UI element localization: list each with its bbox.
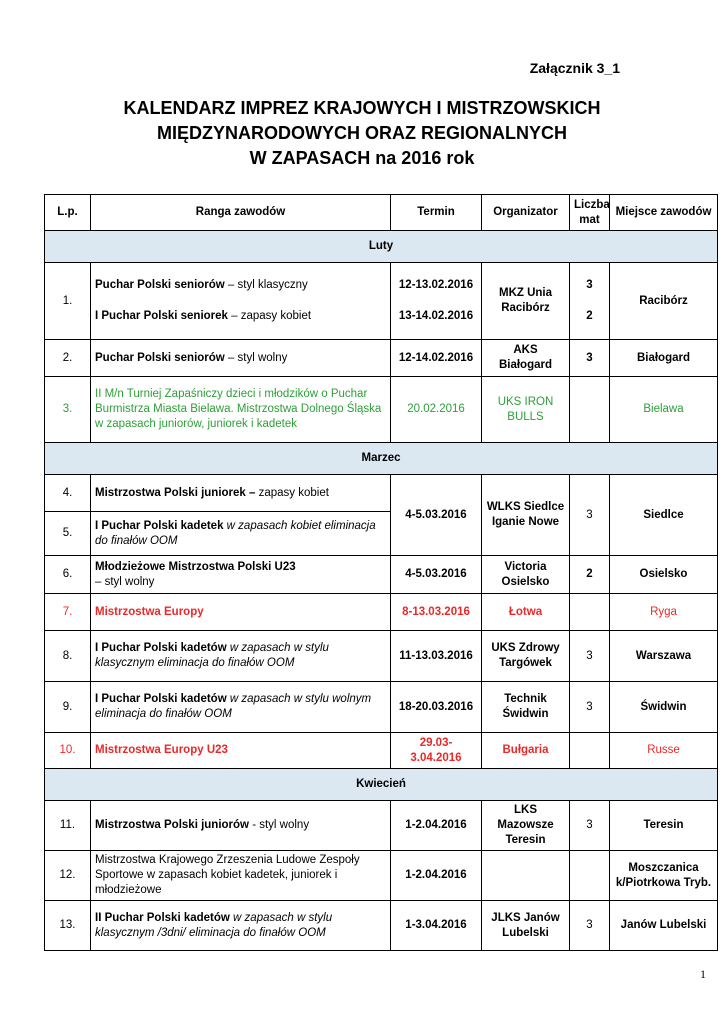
ranga-bold: II Puchar Polski kadetów <box>95 911 230 924</box>
header-organizator: Organizator <box>482 195 570 231</box>
row-ranga <box>91 901 391 951</box>
table-row <box>45 556 718 594</box>
annex-label: Załącznik 3_1 <box>529 60 620 76</box>
row-termin: 29.03-3.04.2016 <box>391 733 482 769</box>
month-row-marzec <box>45 443 718 475</box>
row-liczba-mat <box>570 377 610 443</box>
header-termin: Termin <box>391 195 482 231</box>
title-line-2: MIĘDZYNARODOWYCH ORAZ REGIONALNYCH <box>157 123 567 143</box>
row-lp: 2. <box>45 340 91 377</box>
row-liczba-mat: 3 <box>570 340 610 377</box>
row-lp: 3. <box>45 377 91 443</box>
row-ranga <box>91 340 391 377</box>
row-liczba-mat: 2 <box>570 556 610 594</box>
row-lp: 6. <box>45 556 91 594</box>
row-ranga <box>91 263 391 340</box>
ranga-bold: I Puchar Polski kadetek <box>95 519 224 532</box>
table-row <box>45 340 718 377</box>
row-organizator: UKS IRON BULLS <box>482 377 570 443</box>
row-liczba-mat: 3 <box>570 801 610 851</box>
row-termin: 1-2.04.2016 <box>391 851 482 901</box>
row-miejsce: Świdwin <box>610 682 718 733</box>
month-label: Luty <box>45 231 718 263</box>
header-liczba-mat: Liczba mat <box>570 195 610 231</box>
row-ranga <box>91 556 391 594</box>
header-miejsce: Miejsce zawodów <box>610 195 718 231</box>
table-row <box>45 263 718 340</box>
ranga-italic: w zapasach w stylu klasycznym /3dni/ eliminacja do finałów OOM <box>95 911 333 939</box>
row-termin: 11-13.03.2016 <box>391 631 482 682</box>
row-lp: 12. <box>45 851 91 901</box>
ranga-rest: - styl wolny <box>249 819 310 831</box>
ranga-bold: Puchar Polski seniorów <box>95 351 225 364</box>
table-row <box>45 733 718 769</box>
header-lp: L.p. <box>45 195 91 231</box>
month-row-kwiecien <box>45 769 718 801</box>
row-organizator: UKS Zdrowy Targówek <box>482 631 570 682</box>
row-organizator: WLKS Siedlce Iganie Nowe <box>482 475 570 556</box>
row-miejsce: Moszczanica k/Piotrkowa Tryb. <box>610 851 718 901</box>
table-row <box>45 594 718 631</box>
row-lp: 9. <box>45 682 91 733</box>
row-liczba-mat: 3 <box>570 475 610 556</box>
table-row <box>45 475 718 512</box>
row-liczba-mat <box>570 851 610 901</box>
row-liczba-mat: 3 <box>570 682 610 733</box>
mat-b: 2 <box>586 310 593 322</box>
row-organizator: Bułgaria <box>482 733 570 769</box>
termin-b: 13-14.02.2016 <box>398 310 474 322</box>
row-organizator: Technik Świdwin <box>482 682 570 733</box>
ranga-italic: w zapasach w stylu wolnym eliminacja do finałów OOM <box>95 693 372 720</box>
ranga-rest: – zapasy kobiet <box>227 310 312 322</box>
month-row-luty <box>45 231 718 263</box>
row-ranga: II M/n Turniej Zapaśniczy dzieci i młodzików o Puchar Burmistrza Miasta Bielawa. Mistrzostwa Dolnego Śląska w zapasach juniorów, juniorek i kadetek <box>91 377 391 443</box>
row-miejsce: Siedlce <box>610 475 718 556</box>
table-row <box>45 901 718 951</box>
row-termin: 18-20.03.2016 <box>391 682 482 733</box>
row-termin: 1-2.04.2016 <box>391 801 482 851</box>
ranga-rest: – styl wolny <box>95 575 155 588</box>
row-ranga: Mistrzostwa Europy U23 <box>91 733 391 769</box>
ranga-bold: Puchar Polski seniorów <box>95 279 225 291</box>
row-ranga <box>91 801 391 851</box>
row-termin: 8-13.03.2016 <box>391 594 482 631</box>
row-miejsce: Bielawa <box>610 377 718 443</box>
row-lp: 4. <box>45 475 91 512</box>
title-line-1: KALENDARZ IMPREZ KRAJOWYCH I MISTRZOWSKICH <box>123 98 601 118</box>
row-liczba-mat <box>570 733 610 769</box>
row-organizator: JLKS Janów Lubelski <box>482 901 570 951</box>
document-title <box>0 96 724 171</box>
row-ranga <box>91 682 391 733</box>
ranga-bold: Młodzieżowe Mistrzostwa Polski U23 <box>95 560 296 573</box>
header-ranga: Ranga zawodów <box>91 195 391 231</box>
row-organizator: Victoria Osielsko <box>482 556 570 594</box>
table-row <box>45 631 718 682</box>
row-termin: 12-14.02.2016 <box>391 340 482 377</box>
termin-a: 12-13.02.2016 <box>398 279 474 291</box>
row-termin: 4-5.03.2016 <box>391 475 482 556</box>
ranga-bold: Mistrzostwa Polski juniorów <box>95 819 249 831</box>
ranga-bold: I Puchar Polski kadetów <box>95 693 227 705</box>
row-termin <box>391 263 482 340</box>
row-ranga: Mistrzostwa Krajowego Zrzeszenia Ludowe Zespoły Sportowe w zapasach kobiet kadetek, juniorek i młodzieżowe <box>91 851 391 901</box>
row-organizator: MKZ Unia Racibórz <box>482 263 570 340</box>
row-termin: 20.02.2016 <box>391 377 482 443</box>
row-lp: 1. <box>45 263 91 340</box>
row-miejsce: Russe <box>610 733 718 769</box>
ranga-rest: – styl klasyczny <box>224 279 308 291</box>
row-lp: 8. <box>45 631 91 682</box>
table-row <box>45 801 718 851</box>
row-termin: 4-5.03.2016 <box>391 556 482 594</box>
row-lp: 10. <box>45 733 91 769</box>
row-lp: 7. <box>45 594 91 631</box>
row-miejsce: Racibórz <box>610 263 718 340</box>
row-liczba-mat: 3 <box>570 631 610 682</box>
table-row <box>45 851 718 901</box>
row-miejsce: Warszawa <box>610 631 718 682</box>
page-number: 1 <box>700 967 706 981</box>
month-label: Marzec <box>45 443 718 475</box>
row-liczba-mat <box>570 594 610 631</box>
month-label: Kwiecień <box>45 769 718 801</box>
row-organizator: AKS Białogard <box>482 340 570 377</box>
row-liczba-mat: 3 <box>570 901 610 951</box>
row-ranga: Mistrzostwa Europy <box>91 594 391 631</box>
row-miejsce: Janów Lubelski <box>610 901 718 951</box>
row-termin: 1-3.04.2016 <box>391 901 482 951</box>
ranga-bold: Mistrzostwa Polski juniorek – <box>95 486 256 499</box>
row-lp: 13. <box>45 901 91 951</box>
calendar-table <box>44 194 718 951</box>
row-organizator <box>482 851 570 901</box>
title-line-3: W ZAPASACH na 2016 rok <box>249 148 475 168</box>
row-ranga <box>91 631 391 682</box>
row-miejsce: Osielsko <box>610 556 718 594</box>
ranga-rest: zapasy kobiet <box>255 486 329 499</box>
ranga-bold: I Puchar Polski kadetów <box>95 642 227 654</box>
row-ranga <box>91 512 391 556</box>
row-miejsce: Białogard <box>610 340 718 377</box>
ranga-bold: I Puchar Polski seniorek <box>95 310 228 322</box>
table-row <box>45 377 718 443</box>
header-row <box>45 195 718 231</box>
ranga-rest: – styl wolny <box>224 351 288 364</box>
row-ranga <box>91 475 391 512</box>
row-miejsce: Ryga <box>610 594 718 631</box>
row-lp: 11. <box>45 801 91 851</box>
row-liczba-mat <box>570 263 610 340</box>
ranga-italic: w zapasach w stylu klasycznym eliminacja do finałów OOM <box>95 642 329 669</box>
table-row <box>45 682 718 733</box>
row-organizator: Łotwa <box>482 594 570 631</box>
ranga-italic: w zapasach kobiet eliminacja do finałów OOM <box>95 519 376 547</box>
row-lp: 5. <box>45 512 91 556</box>
row-miejsce: Teresin <box>610 801 718 851</box>
row-organizator: LKS Mazowsze Teresin <box>482 801 570 851</box>
mat-a: 3 <box>586 279 593 291</box>
